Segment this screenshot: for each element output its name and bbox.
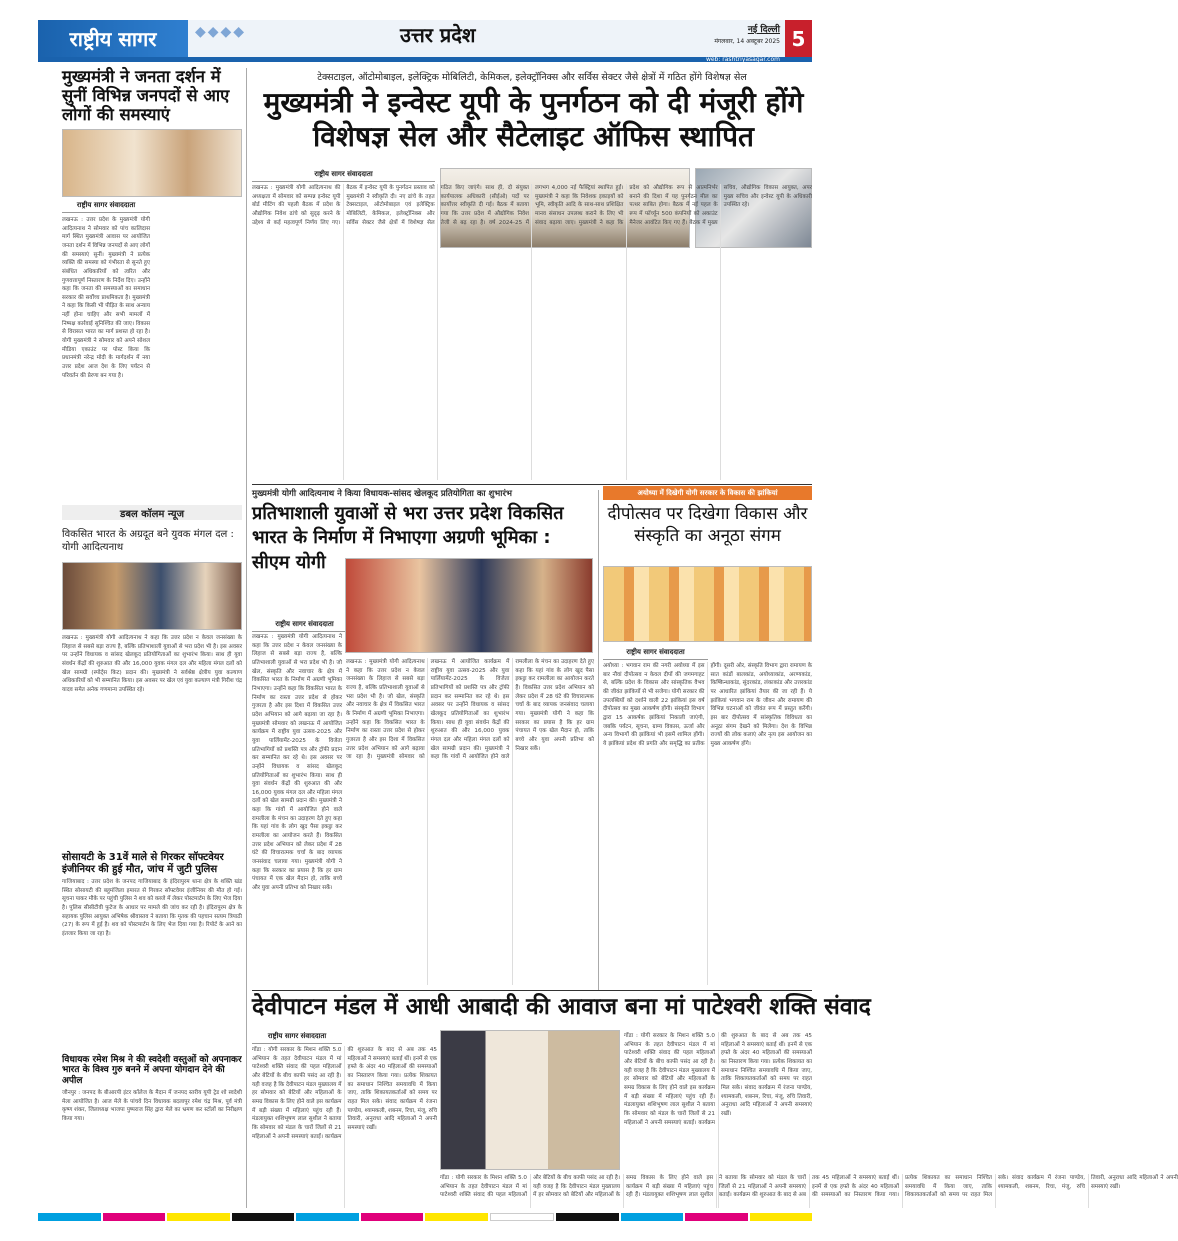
bottom-article-body-cont: गोंडा : योगी सरकार के मिशन शक्ति 5.0 अभियान के तहत देवीपाटन मंडल में मां पाटेश्वरी शक्ति संवाद की पहल महिलाओं और बेटियों के बीच काफी पसंद आ रही है। यही वजह है कि देवीपाटन मंडल मुख्यालय में हर सोमवार को बेटियों और महिलाओं के समग्र विकास के लिए होने वाले इस कार्यक्रम में बड़ी संख्या में महिलाएं पहुंच रही हैं। मंडलायुक्त शशिभूषण लाल सुशील ने बताया कि सोमवार को मंडल के चारों जिलों से 21 महिलाओं ने अपनी समस्याएं बताईं। कार्यक्रम की शुरुआत के बाद से अब तक 45 महिलाओं ने समस्याएं बताई थीं। इनमें से एक हफ्ते के अंदर 40 महिलाओं की समस्याओं का निस्तारण किया गया। प्रत्येक शिकायत का समाधान निश्चित समयावधि में किया जाए, ताकि शिकायतकर्ताओं को समय पर राहत मिल सके। संवाद कार्यक्रम में रंजना पाण्डेय, श्यामकली, शबनम, रिचा, मंजू, रुचि तिवारी, अनुराधा आदि महिलाओं ने अपनी समस्याएं रखीं। — [624, 1033, 812, 1126]
column-divider — [246, 68, 247, 1208]
headline: मुख्यमंत्री ने जनता दर्शन में सुनीं विभिन्न जनपदों से आए लोगों की समस्याएं — [62, 67, 230, 124]
photo-yuvak-mangal-dal — [62, 562, 242, 630]
section-title: उत्तर प्रदेश — [400, 23, 476, 47]
article-body: जौनपुर : जनपद के बीआरपी इंटर कॉलेज के मैदान में जनपद स्तरीय यूपी ट्रेड शो स्वदेशी मेला आयोजित है। आज मेले के पांचवे दिन विधायक बदलापुर रमेश चंद्र मिश्र, पूर्व मंत्री कृष्ण शंकर, जिलाध्यक्ष भाजपा पुष्पराज सिंह द्वारा मेले का भ्रमण कर स्टॉलों का निरीक्षण किया गया। — [62, 1090, 242, 1122]
right-headline: दीपोत्सव पर दिखेगा विकास और संस्कृति का अनूठा संगम — [607, 504, 808, 547]
article-body-cont — [155, 201, 242, 391]
double-column-label: डबल कॉलम न्यूज — [62, 505, 242, 520]
edition-city: नई दिल्ली — [747, 25, 780, 35]
divider — [252, 484, 812, 485]
edition-date: मंगलवार, 14 अक्टूबर 2025 — [714, 38, 780, 45]
main-byline-wrap — [252, 170, 435, 182]
mid-byline-wrap — [252, 620, 357, 632]
right-article-body: अयोध्या : भगवान राम की नगरी अयोध्या में इस बार नौवां दीपोत्सव न केवल दीपों की जगमगाहट से, बल्कि प्रदेश के विकास और सांस्कृतिक वैभव की जीवंत झांकियों से भी सजेगा। योगी सरकार की उपलब्धियों को दर्शाने वाली 22 झांकियां इस वर्ष दीपोत्सव का मुख्य आकर्षण होंगी। संस्कृति विभाग द्वारा 15 आकर्षक झांकियां निकाली जाएंगी, जबकि पर्यटन, सूचना, ग्राम्य विकास, ऊर्जा और अन्य विभागों की झांकियां भी इसमें शामिल होंगी। ये झांकियां प्रदेश की प्रगति और समृद्धि का प्रतीक होंगी। दूसरी ओर, संस्कृति विभाग द्वारा रामायण के सात कांडों बालकांड, अयोध्याकांड, अरण्यकांड, किष्किन्धाकांड, सुंदरकांड, लंकाकांड और उत्तरकांड पर आधारित झांकियां तैयार की जा रही हैं। ये झांकियां भगवान राम के जीवन और रामायण की विभिन्न घटनाओं को जीवंत रूप में प्रस्तुत करेंगी। इस बार दीपोत्सव में सांस्कृतिक विविधता का अनूठा संगम देखने को मिलेगा। देश के विभिन्न राज्यों की लोक कलाएं और नृत्य इस आयोजन का मुख्य आकर्षण होंगे। — [603, 663, 812, 747]
byline: राष्ट्रीय सागर संवाददाता — [252, 1032, 342, 1044]
byline: राष्ट्रीय सागर संवाददाता — [603, 648, 708, 660]
photo-shakti-samvad — [440, 1030, 620, 1170]
left-story-1 — [62, 68, 242, 391]
photo-deepotsav — [603, 566, 812, 642]
mid-headline: प्रतिभाशाली युवाओं से भरा उत्तर प्रदेश विकसित भारत के निर्माण में निभाएगा अग्रणी भूमिका : सीएम योगी — [252, 503, 564, 573]
page-number: 5 — [785, 20, 812, 57]
main-article-body: लखनऊ : मुख्यमंत्री योगी आदित्यनाथ की अध्यक्षता में सोमवार को सम्पन्न इन्वेस्ट यूपी बोर्ड मीटिंग की पहली बैठक में प्रदेश के औद्योगिक निवेश ढांचे को सुदृढ़ करने के उद्देश्य से कई महत्वपूर्ण निर्णय लिए गए। बैठक में इन्वेस्ट यूपी के पुनर्गठन प्रस्ताव को मुख्यमंत्री ने स्वीकृति दी। नए ढांचे के तहत टेक्सटाइल, ऑटोमोबाइल एवं इलेक्ट्रिक मोबिलिटी, केमिकल, इलेक्ट्रॉनिक्स और सर्विस सेक्टर जैसे क्षेत्रों में विशेषज्ञ सेल गठित किए जाएंगे। साथ ही, दो संयुक्त कार्यपालक अधिकारी (सीईओ) पदों पर कार्योत्तर स्वीकृति दी गई। बैठक में बताया गया कि उत्तर प्रदेश में औद्योगिक निवेश तेजी से बढ़ रहा है। वर्ष 2024-25 में लगभग 4,000 नई फैक्ट्रियां स्थापित हुईं। मुख्यमंत्री ने कहा कि निवेशक इकाइयों को भूमि, स्वीकृति आदि के साथ-साथ प्रशिक्षित मानव संसाधन उपलब्ध कराने के लिए भी संवाद बढ़ाया जाए। मुख्यमंत्री ने कहा कि प्रदेश को औद्योगिक रूप से आत्मनिर्भर बनाने की दिशा में यह पुनर्गठन मील का पत्थर साबित होगा। बैठक में नई पहल के रूप में फॉर्च्यून 500 कंपनियों को अकाउंट मैनेजर आवंटित किए गए हैं। बैठक में मुख्य सचिव, औद्योगिक विकास आयुक्त, अपर मुख्य सचिव और इन्वेस्ट यूपी के अधिकारी उपस्थित रहे। — [252, 185, 812, 226]
bottom-headline: देवीपाटन मंडल में आधी आबादी की आवाज बना मां पाटेश्वरी शक्ति संवाद — [252, 994, 871, 1020]
divider — [252, 990, 812, 991]
byline: राष्ट्रीय सागर संवाददाता — [252, 170, 435, 182]
mid-article-body: लखनऊ : मुख्यमंत्री योगी आदित्यनाथ ने कहा कि उत्तर प्रदेश न केवल जनसंख्या के लिहाज से सबसे बड़ा राज्य है, बल्कि प्रतिभाशाली युवाओं से भरा प्रदेश भी है। जो खेल, संस्कृति और नवाचार के क्षेत्र में विकसित भारत के निर्माण में अग्रणी भूमिका निभाएगा। उन्होंने कहा कि विकसित भारत के निर्माण का रास्ता उत्तर प्रदेश से होकर गुजरता है और इस दिशा में विकसित उत्तर प्रदेश अभियान को आगे बढ़ाया जा रहा है। मुख्यमंत्री सोमवार को लखनऊ में आयोजित कार्यक्रम में राष्ट्रीय युवा उत्सव-2025 और युवा पार्लियामेंट-2025 के विजेता प्रतिभागियों को प्रशस्ति पत्र और ट्रॉफी प्रदान कर सम्मानित कर रहे थे। इस अवसर पर उन्होंने विधायक व सांसद खेलकूद प्रतियोगिताओं का शुभारंभ किया। साथ ही युवा संवर्धन केंद्रों की शुरुआत की और 16,000 युवक मंगल दल और महिला मंगल दलों को खेल सामग्री प्रदान की। मुख्यमंत्री ने कहा कि गांवों में आयोजित होने वाले रामलीला के मंचन का उदाहरण देते हुए कहा कि यहां गांव के लोग खुद पैसा इकट्ठा कर रामलीला का आयोजन करते हैं। विकसित उत्तर प्रदेश अभियान को लेकर प्रदेश में 28 घंटे की विचारात्मक चर्चा के बाद व्यापक जनसंवाद चलाया गया। मुख्यमंत्री योगी ने कहा कि सरकार का प्रयास है कि हर ग्राम पंचायत में एक खेल मैदान हो, ताकि बच्चे और युवा अपनी प्रतिभा को निखार सकें। — [252, 634, 342, 892]
article-body: लखनऊ : उत्तर प्रदेश के मुख्यमंत्री योगी आदित्यनाथ ने सोमवार को पांच कालिदास मार्ग स्थित मुख्यमंत्री आवास पर आयोजित जनता दर्शन में विभिन्न जनपदों से आए लोगों की समस्याएं सुनीं। मुख्यमंत्री ने प्रत्येक व्यक्ति की समस्या को गंभीरता से सुनते हुए संबंधित अधिकारियों को त्वरित और गुणवत्तापूर्ण निस्तारण के निर्देश दिए। उन्होंने कहा कि जनता की समस्याओं का समाधान सरकार की सर्वोच्च प्राथमिकता है। मुख्यमंत्री ने कहा कि किसी भी पीड़ित के साथ अन्याय नहीं होना चाहिए और सभी मामलों में निष्पक्ष कार्रवाई सुनिश्चित की जाए। विकास से विरासत भारत का मार्ग प्रशस्त हो रहा है। योगी मुख्यमंत्री ने सोमवार को अपने सोशल मीडिया एकाउंट पर पोस्ट किया कि प्रधानमंत्री नरेन्द्र मोदी के मार्गदर्शन में नया उत्तर प्रदेश आज देश के लिए पर्यटन से परिवर्तन की प्रेरणा बन गया है। — [62, 216, 150, 379]
left-story-3 — [62, 852, 242, 1048]
photo-janata-darshan — [62, 129, 242, 197]
mid-kicker: मुख्यमंत्री योगी आदित्यनाथ ने किया विधायक-सांसद खेलकूद प्रतियोगिता का शुभारंभ — [252, 489, 512, 499]
right-byline-wrap — [603, 648, 708, 660]
byline: राष्ट्रीय सागर संवाददाता — [62, 201, 150, 213]
bottom-byline-wrap — [252, 1032, 342, 1044]
bottom-article-body-photo-caption: गोंडा : योगी सरकार के मिशन शक्ति 5.0 अभियान के तहत देवीपाटन मंडल में मां पाटेश्वरी शक्ति संवाद की पहल महिलाओं और बेटियों के बीच काफी पसंद आ रही है। यही वजह है कि देवीपाटन मंडल मुख्यालय में हर सोमवार को बेटियों और महिलाओं के समग्र विकास के लिए होने वाले इस कार्यक्रम में बड़ी संख्या में महिलाएं पहुंच रही हैं। मंडलायुक्त शशिभूषण लाल सुशील ने बताया कि सोमवार को मंडल के चारों जिलों से 21 महिलाओं ने अपनी समस्याएं बताईं। कार्यक्रम की शुरुआत के बाद से अब तक 45 महिलाओं ने समस्याएं बताई थीं। इनमें से एक हफ्ते के अंदर 40 महिलाओं की समस्याओं का निस्तारण किया गया। प्रत्येक शिकायत का समाधान निश्चित समयावधि में किया जाए, ताकि शिकायतकर्ताओं को समय पर राहत मिल सके। संवाद कार्यक्रम में रंजना पाण्डेय, श्यामकली, शबनम, रिचा, मंजू, रुचि तिवारी, अनुराधा आदि महिलाओं ने अपनी समस्याएं रखीं। — [440, 1175, 1178, 1199]
main-kicker: टेक्सटाइल, ऑटोमोबाइल, इलेक्ट्रिक मोबिलिटी, केमिकल, इलेक्ट्रॉनिक्स और सर्विस सेक्टर जैसे क्षेत्रों में गठित होंगे विशेषज्ञ सेल — [317, 72, 747, 83]
left-story-4 — [62, 1055, 242, 1209]
article-body: लखनऊ : मुख्यमंत्री योगी आदित्यनाथ ने कहा कि उत्तर प्रदेश न केवल जनसंख्या के लिहाज से सबसे बड़ा राज्य है, बल्कि प्रतिभाशाली युवाओं से भरा प्रदेश भी है। इस अवसर पर उन्होंने विधायक व सांसद खेलकूद प्रतियोगिताओं का शुभारंभ किया। साथ ही युवा संवर्धन केंद्रों की शुरुआत की और 16,000 युवक मंगल दल और महिला मंगल दलों को खेल सामग्री (स्पोर्ट्स किट) प्रदान की। मुख्यमंत्री ने सर्वश्रेष्ठ क्षेत्रीय युवा कल्याण अधिकारियों को भी सम्मानित किया। इस अवसर पर खेल एवं युवा कल्याण मंत्री गिरीश चंद्र यादव समेत अनेक गणमान्य उपस्थित रहे। — [62, 635, 242, 693]
brand-logo: राष्ट्रीय सागर — [38, 20, 188, 57]
bottom-article-body: गोंडा : योगी सरकार के मिशन शक्ति 5.0 अभियान के तहत देवीपाटन मंडल में मां पाटेश्वरी शक्ति संवाद की पहल महिलाओं और बेटियों के बीच काफी पसंद आ रही है। यही वजह है कि देवीपाटन मंडल मुख्यालय में हर सोमवार को बेटियों और महिलाओं के समग्र विकास के लिए होने वाले इस कार्यक्रम में बड़ी संख्या में महिलाएं पहुंच रही हैं। मंडलायुक्त शशिभूषण लाल सुशील ने बताया कि सोमवार को मंडल के चारों जिलों से 21 महिलाओं ने अपनी समस्याएं बताईं। कार्यक्रम की शुरुआत के बाद से अब तक 45 महिलाओं ने समस्याएं बताई थीं। इनमें से एक हफ्ते के अंदर 40 महिलाओं की समस्याओं का निस्तारण किया गया। प्रत्येक शिकायत का समाधान निश्चित समयावधि में किया जाए, ताकि शिकायतकर्ताओं को समय पर राहत मिल सके। संवाद कार्यक्रम में रंजना पाण्डेय, श्यामकली, शबनम, रिचा, मंजू, रुचि तिवारी, अनुराधा आदि महिलाओं ने अपनी समस्याएं रखीं। — [252, 1047, 437, 1140]
decorative-dots-icon: ◆◆◆◆ — [195, 24, 247, 40]
article-body: गाजियाबाद : उत्तर प्रदेश के जनपद गाजियाबाद के इंदिरापुरम थाना क्षेत्र के शक्ति खंड स्थित सोसायटी की बहुमंजिला इमारत से गिरकर सॉफ्टवेयर इंजीनियर की मौत हो गई। सूचना पाकर मौके पर पहुंची पुलिस ने शव को कब्जे में लेकर पोस्टमार्टम के लिए भेज दिया है। पुलिस सीसीटीवी फुटेज के आधार पर मामले की जांच कर रही है। इंदिरापुरम क्षेत्र के सहायक पुलिस आयुक्त अभिषेक श्रीवास्तव ने बताया कि मृतक की पहचान सत्यम त्रिपाठी (27) के रूप में हुई है। शव को पोस्टमार्टम के लिए भेज दिया गया है। रिपोर्ट के आने का इंतजार किया जा रहा है। — [62, 879, 242, 937]
registration-color-bar — [38, 1213, 812, 1221]
headline: विकसित भारत के अग्रदूत बने युवक मंगल दल : योगी आदित्यनाथ — [62, 529, 234, 553]
right-label: अयोध्या में दिखेगी योगी सरकार के विकास की झांकियां — [603, 486, 812, 500]
mid-article-body-cont: लखनऊ : मुख्यमंत्री योगी आदित्यनाथ ने कहा कि उत्तर प्रदेश न केवल जनसंख्या के लिहाज से सबसे बड़ा राज्य है, बल्कि प्रतिभाशाली युवाओं से भरा प्रदेश भी है। जो खेल, संस्कृति और नवाचार के क्षेत्र में विकसित भारत के निर्माण में अग्रणी भूमिका निभाएगा। उन्होंने कहा कि विकसित भारत के निर्माण का रास्ता उत्तर प्रदेश से होकर गुजरता है और इस दिशा में विकसित उत्तर प्रदेश अभियान को आगे बढ़ाया जा रहा है। मुख्यमंत्री सोमवार को लखनऊ में आयोजित कार्यक्रम में राष्ट्रीय युवा उत्सव-2025 और युवा पार्लियामेंट-2025 के विजेता प्रतिभागियों को प्रशस्ति पत्र और ट्रॉफी प्रदान कर सम्मानित कर रहे थे। इस अवसर पर उन्होंने विधायक व सांसद खेलकूद प्रतियोगिताओं का शुभारंभ किया। साथ ही युवा संवर्धन केंद्रों की शुरुआत की और 16,000 युवक मंगल दल और महिला मंगल दलों को खेल सामग्री प्रदान की। मुख्यमंत्री ने कहा कि गांवों में आयोजित होने वाले रामलीला के मंचन का उदाहरण देते हुए कहा कि यहां गांव के लोग खुद पैसा इकट्ठा कर रामलीला का आयोजन करते हैं। विकसित उत्तर प्रदेश अभियान को लेकर प्रदेश में 28 घंटे की विचारात्मक चर्चा के बाद व्यापक जनसंवाद चलाया गया। मुख्यमंत्री योगी ने कहा कि सरकार का प्रयास है कि हर ग्राम पंचायत में एक खेल मैदान हो, ताकि बच्चे और युवा अपनी प्रतिभा को निखार सकें। — [346, 659, 594, 761]
website-link[interactable]: web: rashtriyasagar.com — [705, 56, 780, 63]
column-divider — [598, 490, 599, 990]
byline: राष्ट्रीय सागर संवाददाता — [252, 620, 357, 632]
headline: सोसायटी के 31वें माले से गिरकर सॉफ्टवेयर इंजीनियर की हुई मौत, जांच में जुटी पुलिस — [62, 852, 224, 875]
headline: विधायक रमेश मिश्र ने की स्वदेशी वस्तुओं को अपनाकर भारत के विश्व गुरु बनने में अपना योगदान देने की अपील — [62, 1055, 242, 1086]
main-headline: मुख्यमंत्री ने इन्वेस्ट यूपी के पुनर्गठन को दी मंजूरी होंगे विशेषज्ञ सेल और सैटेलाइट ऑफिस स्थापित — [263, 86, 804, 153]
photo-cm-event — [345, 558, 593, 653]
left-story-2 — [62, 528, 242, 839]
